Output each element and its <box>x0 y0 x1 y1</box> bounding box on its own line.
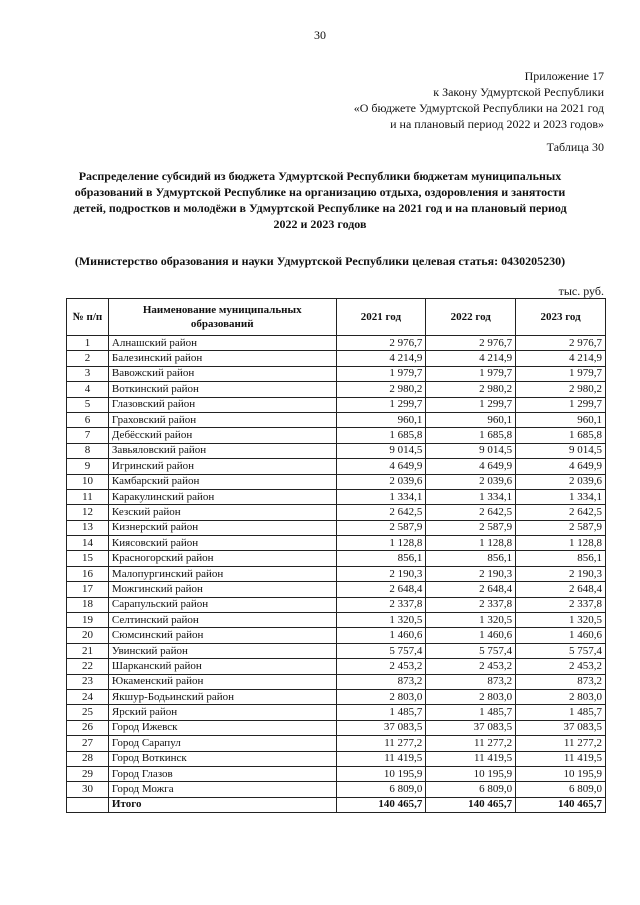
table-row <box>67 536 606 551</box>
row-number: 15 <box>67 551 109 566</box>
row-value-2023: 960,1 <box>516 412 606 427</box>
row-value-2022: 960,1 <box>426 412 516 427</box>
row-value-2023: 37 083,5 <box>516 720 606 735</box>
row-name: Малопургинский район <box>108 566 336 581</box>
row-value-2022: 4 214,9 <box>426 351 516 366</box>
table-row <box>67 720 606 735</box>
row-name: Вавожский район <box>108 366 336 381</box>
row-value-2023: 11 419,5 <box>516 751 606 766</box>
row-value-2021: 9 014,5 <box>336 443 426 458</box>
row-value-2023: 11 277,2 <box>516 736 606 751</box>
table-row <box>67 366 606 381</box>
row-value-2021: 2 039,6 <box>336 474 426 489</box>
row-name: Игринский район <box>108 459 336 474</box>
row-number: 16 <box>67 566 109 581</box>
header-name: Наименование муниципальных образований <box>108 299 336 336</box>
row-value-2021: 4 649,9 <box>336 459 426 474</box>
row-value-2021: 1 334,1 <box>336 489 426 504</box>
row-number: 5 <box>67 397 109 412</box>
row-number: 30 <box>67 782 109 797</box>
table-row <box>67 382 606 397</box>
table-row <box>67 643 606 658</box>
row-value-2021: 2 642,5 <box>336 505 426 520</box>
row-value-2022: 2 039,6 <box>426 474 516 489</box>
row-name: Город Воткинск <box>108 751 336 766</box>
row-value-2023: 1 485,7 <box>516 705 606 720</box>
row-name: Алнашский район <box>108 336 336 351</box>
row-value-2021: 37 083,5 <box>336 720 426 735</box>
row-number: 4 <box>67 382 109 397</box>
row-number: 29 <box>67 766 109 781</box>
row-value-2022: 2 976,7 <box>426 336 516 351</box>
row-value-2021: 856,1 <box>336 551 426 566</box>
row-value-2021: 960,1 <box>336 412 426 427</box>
row-value-2023: 5 757,4 <box>516 643 606 658</box>
row-value-2021: 2 976,7 <box>336 336 426 351</box>
row-value-2022: 11 277,2 <box>426 736 516 751</box>
row-name: Воткинский район <box>108 382 336 397</box>
row-name: Селтинский район <box>108 613 336 628</box>
table-row <box>67 566 606 581</box>
row-value-2021: 11 277,2 <box>336 736 426 751</box>
row-number: 9 <box>67 459 109 474</box>
row-value-2021: 10 195,9 <box>336 766 426 781</box>
row-name: Завьяловский район <box>108 443 336 458</box>
row-number: 25 <box>67 705 109 720</box>
row-number: 6 <box>67 412 109 427</box>
row-value-2021: 2 648,4 <box>336 582 426 597</box>
row-name: Сарапульский район <box>108 597 336 612</box>
total-label: Итого <box>108 797 336 812</box>
row-value-2021: 2 453,2 <box>336 659 426 674</box>
row-value-2023: 1 299,7 <box>516 397 606 412</box>
table-row <box>67 736 606 751</box>
appendix-line-4: и на плановый период 2022 и 2023 годов» <box>390 117 604 131</box>
row-number: 19 <box>67 613 109 628</box>
row-name: Дебёсский район <box>108 428 336 443</box>
row-value-2022: 873,2 <box>426 674 516 689</box>
table-row <box>67 351 606 366</box>
row-value-2021: 5 757,4 <box>336 643 426 658</box>
row-name: Город Сарапул <box>108 736 336 751</box>
table-body <box>67 336 606 798</box>
table-row <box>67 489 606 504</box>
total-num-cell <box>67 797 109 812</box>
row-value-2023: 1 128,8 <box>516 536 606 551</box>
row-number: 24 <box>67 689 109 704</box>
row-number: 23 <box>67 674 109 689</box>
row-value-2022: 6 809,0 <box>426 782 516 797</box>
row-value-2023: 2 337,8 <box>516 597 606 612</box>
table-row <box>67 766 606 781</box>
row-value-2022: 856,1 <box>426 551 516 566</box>
row-value-2022: 1 128,8 <box>426 536 516 551</box>
table-row <box>67 597 606 612</box>
row-value-2023: 1 685,8 <box>516 428 606 443</box>
table-row <box>67 459 606 474</box>
header-num: № п/п <box>67 299 109 336</box>
row-number: 14 <box>67 536 109 551</box>
row-value-2022: 10 195,9 <box>426 766 516 781</box>
row-value-2023: 10 195,9 <box>516 766 606 781</box>
row-value-2023: 6 809,0 <box>516 782 606 797</box>
total-2022: 140 465,7 <box>426 797 516 812</box>
table-row <box>67 689 606 704</box>
row-value-2021: 6 809,0 <box>336 782 426 797</box>
table-header-row <box>67 299 606 336</box>
row-value-2022: 1 299,7 <box>426 397 516 412</box>
table-row <box>67 782 606 797</box>
table-row <box>67 705 606 720</box>
table-row <box>67 751 606 766</box>
row-value-2021: 1 299,7 <box>336 397 426 412</box>
row-value-2021: 1 685,8 <box>336 428 426 443</box>
row-number: 22 <box>67 659 109 674</box>
row-number: 2 <box>67 351 109 366</box>
table-row <box>67 551 606 566</box>
row-value-2021: 1 485,7 <box>336 705 426 720</box>
row-value-2022: 1 485,7 <box>426 705 516 720</box>
row-value-2022: 2 190,3 <box>426 566 516 581</box>
table-row <box>67 505 606 520</box>
row-name: Киясовский район <box>108 536 336 551</box>
table-row <box>67 443 606 458</box>
total-2021: 140 465,7 <box>336 797 426 812</box>
table-row <box>67 659 606 674</box>
row-value-2022: 1 460,6 <box>426 628 516 643</box>
appendix-line-1: Приложение 17 <box>524 69 604 83</box>
row-value-2022: 1 334,1 <box>426 489 516 504</box>
table-row <box>67 336 606 351</box>
appendix-line-3: «О бюджете Удмуртской Республики на 2021 год <box>353 101 604 115</box>
row-value-2023: 2 642,5 <box>516 505 606 520</box>
row-number: 1 <box>67 336 109 351</box>
table-row <box>67 412 606 427</box>
header-2021: 2021 год <box>336 299 426 336</box>
row-name: Кезский район <box>108 505 336 520</box>
table-row <box>67 582 606 597</box>
row-value-2023: 1 334,1 <box>516 489 606 504</box>
row-value-2022: 9 014,5 <box>426 443 516 458</box>
row-name: Красногорский район <box>108 551 336 566</box>
row-value-2023: 2 976,7 <box>516 336 606 351</box>
page-number: 30 <box>314 28 326 42</box>
row-value-2023: 4 214,9 <box>516 351 606 366</box>
row-value-2023: 2 980,2 <box>516 382 606 397</box>
row-value-2022: 2 453,2 <box>426 659 516 674</box>
row-number: 3 <box>67 366 109 381</box>
row-name: Юкаменский район <box>108 674 336 689</box>
table-row <box>67 674 606 689</box>
row-name: Город Глазов <box>108 766 336 781</box>
row-value-2022: 1 685,8 <box>426 428 516 443</box>
row-value-2023: 2 648,4 <box>516 582 606 597</box>
document-subtitle: (Министерство образования и науки Удмуртской Республики целевая статья: 0430205230) <box>74 254 566 268</box>
row-value-2021: 2 337,8 <box>336 597 426 612</box>
row-value-2023: 4 649,9 <box>516 459 606 474</box>
row-value-2022: 2 980,2 <box>426 382 516 397</box>
row-value-2022: 5 757,4 <box>426 643 516 658</box>
header-2022: 2022 год <box>426 299 516 336</box>
row-value-2023: 1 320,5 <box>516 613 606 628</box>
table-row <box>67 520 606 535</box>
row-value-2022: 4 649,9 <box>426 459 516 474</box>
row-number: 17 <box>67 582 109 597</box>
row-value-2021: 1 979,7 <box>336 366 426 381</box>
row-name: Якшур-Бодьинский район <box>108 689 336 704</box>
units-label: тыс. руб. <box>558 284 604 298</box>
row-name: Глазовский район <box>108 397 336 412</box>
row-value-2021: 2 587,9 <box>336 520 426 535</box>
row-number: 27 <box>67 736 109 751</box>
appendix-line-2: к Закону Удмуртской Республики <box>433 85 604 99</box>
row-value-2023: 1 979,7 <box>516 366 606 381</box>
row-name: Увинский район <box>108 643 336 658</box>
row-value-2023: 1 460,6 <box>516 628 606 643</box>
table-label: Таблица 30 <box>546 140 604 154</box>
total-row <box>67 797 606 812</box>
row-value-2023: 856,1 <box>516 551 606 566</box>
row-name: Можгинский район <box>108 582 336 597</box>
row-number: 26 <box>67 720 109 735</box>
row-value-2022: 2 642,5 <box>426 505 516 520</box>
row-value-2022: 37 083,5 <box>426 720 516 735</box>
row-value-2021: 1 128,8 <box>336 536 426 551</box>
row-value-2023: 2 039,6 <box>516 474 606 489</box>
row-value-2021: 873,2 <box>336 674 426 689</box>
row-value-2023: 2 190,3 <box>516 566 606 581</box>
row-number: 13 <box>67 520 109 535</box>
row-value-2021: 2 980,2 <box>336 382 426 397</box>
table-row <box>67 628 606 643</box>
row-value-2021: 4 214,9 <box>336 351 426 366</box>
row-value-2022: 2 648,4 <box>426 582 516 597</box>
row-number: 18 <box>67 597 109 612</box>
row-name: Город Ижевск <box>108 720 336 735</box>
row-number: 28 <box>67 751 109 766</box>
row-value-2022: 1 320,5 <box>426 613 516 628</box>
row-number: 8 <box>67 443 109 458</box>
row-value-2021: 2 190,3 <box>336 566 426 581</box>
row-number: 11 <box>67 489 109 504</box>
row-value-2021: 2 803,0 <box>336 689 426 704</box>
row-value-2021: 1 320,5 <box>336 613 426 628</box>
header-2023: 2023 год <box>516 299 606 336</box>
row-number: 12 <box>67 505 109 520</box>
row-number: 7 <box>67 428 109 443</box>
total-2023: 140 465,7 <box>516 797 606 812</box>
row-name: Граховский район <box>108 412 336 427</box>
row-number: 10 <box>67 474 109 489</box>
row-name: Город Можга <box>108 782 336 797</box>
row-value-2023: 873,2 <box>516 674 606 689</box>
row-value-2021: 1 460,6 <box>336 628 426 643</box>
row-value-2022: 2 587,9 <box>426 520 516 535</box>
row-name: Камбарский район <box>108 474 336 489</box>
row-name: Ярский район <box>108 705 336 720</box>
table-row <box>67 613 606 628</box>
row-number: 20 <box>67 628 109 643</box>
subsidy-table <box>66 298 606 813</box>
row-value-2021: 11 419,5 <box>336 751 426 766</box>
row-number: 21 <box>67 643 109 658</box>
row-value-2022: 2 803,0 <box>426 689 516 704</box>
table-row <box>67 428 606 443</box>
table-row <box>67 397 606 412</box>
document-title: Распределение субсидий из бюджета Удмуртской Республики бюджетам муниципальных образований в Удмуртской Республике на организацию отдыха, оздоровления и занятости детей, подростков и молодёжи в Удмуртской Республике на 2021 год и на плановый период 2022 и 2023 годов <box>73 169 567 231</box>
row-name: Шарканский район <box>108 659 336 674</box>
table-row <box>67 474 606 489</box>
row-value-2023: 2 453,2 <box>516 659 606 674</box>
row-name: Кизнерский район <box>108 520 336 535</box>
row-name: Каракулинский район <box>108 489 336 504</box>
row-value-2023: 9 014,5 <box>516 443 606 458</box>
row-name: Сюмсинский район <box>108 628 336 643</box>
row-value-2022: 11 419,5 <box>426 751 516 766</box>
row-value-2023: 2 587,9 <box>516 520 606 535</box>
appendix-header <box>354 68 604 132</box>
row-value-2023: 2 803,0 <box>516 689 606 704</box>
row-value-2022: 1 979,7 <box>426 366 516 381</box>
row-name: Балезинский район <box>108 351 336 366</box>
row-value-2022: 2 337,8 <box>426 597 516 612</box>
